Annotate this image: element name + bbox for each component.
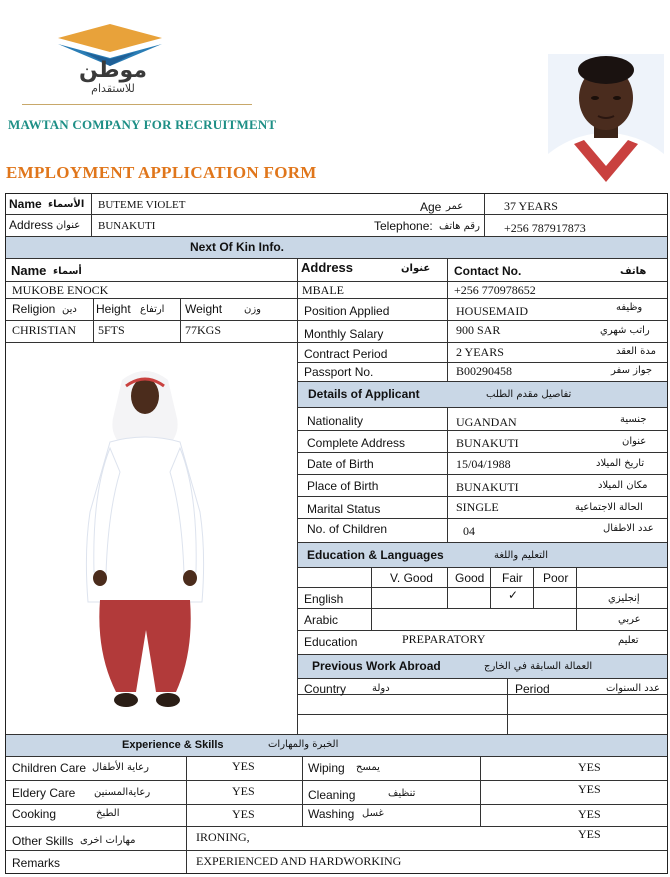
washing-label-ar: غسل — [362, 808, 384, 819]
cooking-value: YES — [232, 807, 255, 821]
kin-name-label: Name — [11, 263, 47, 278]
remarks-label: Remarks — [12, 856, 61, 870]
children-care-value: YES — [232, 759, 255, 773]
pob-label-ar: مكان الميلاد — [598, 480, 648, 491]
wiping-label-ar: يمسح — [356, 762, 380, 773]
kin-contact-value: +256 770978652 — [454, 283, 536, 297]
cleaning-label: Cleaning — [308, 788, 356, 802]
children-care-label: Children Care — [12, 761, 87, 775]
cleaning-label-ar: تنظيف — [388, 788, 416, 799]
age-label: Age — [420, 200, 442, 214]
level-poor: Poor — [543, 571, 569, 585]
weight-value: 77KGS — [185, 323, 222, 337]
previous-work-heading: Previous Work Abroad — [312, 659, 441, 673]
name-label: Name — [9, 197, 42, 211]
height-label-ar: ارتفاع — [140, 304, 165, 315]
position-label-ar: وظيفه — [616, 302, 643, 313]
details-heading-ar: تفاصيل مقدم الطلب — [486, 389, 572, 400]
applicant-name: BUTEME VIOLET — [98, 199, 186, 211]
eldery-care-label-ar: رعايةالمسنين — [94, 787, 151, 798]
kin-contact-label-ar: هاتف — [620, 266, 647, 277]
complete-address-label-ar: عنوان — [622, 436, 647, 447]
level-vgood: V. Good — [390, 571, 433, 585]
telephone-label-ar: رقم هاتف — [439, 221, 480, 232]
washing-label: Washing — [308, 807, 355, 821]
wiping-label: Wiping — [308, 761, 345, 775]
level-good: Good — [455, 571, 485, 585]
children-count-label-ar: عدد الاطفال — [603, 523, 654, 534]
education-label: Education — [304, 635, 358, 649]
marital-label: Marital Status — [307, 502, 381, 516]
previous-work-heading-ar: العمالة السابقة في الخارج — [484, 661, 593, 672]
country-label: Country — [304, 682, 347, 696]
complete-address-label: Complete Address — [307, 436, 406, 450]
education-value: PREPARATORY — [402, 632, 486, 646]
level-fair: Fair — [502, 571, 523, 585]
english-fair-check: ✓ — [508, 588, 519, 602]
cleaning-value: YES — [578, 782, 601, 796]
religion-label: Religion — [12, 302, 56, 316]
height-value: 5FTS — [98, 323, 125, 337]
cooking-label-ar: الطبخ — [96, 808, 120, 819]
details-heading: Details of Applicant — [308, 387, 420, 401]
religion-label-ar: دين — [62, 304, 77, 315]
country-label-ar: دولة — [372, 683, 390, 694]
skills-heading: Experience & Skills — [122, 739, 224, 751]
other-skills-label-ar: مهارات اخرى — [80, 835, 136, 846]
band-next-of-kin — [6, 236, 667, 258]
contract-value: 2 YEARS — [456, 345, 504, 359]
kin-address-label: Address — [301, 260, 354, 275]
pob-label: Place of Birth — [307, 479, 379, 493]
passport-label-ar: جواز سفر — [611, 365, 653, 376]
other-skills-value: IRONING, — [196, 830, 250, 844]
eldery-care-label: Eldery Care — [12, 786, 76, 800]
complete-address-value: BUNAKUTI — [456, 436, 519, 450]
other-skills-right-value: YES — [578, 827, 601, 841]
applicant-full-length-photo — [70, 362, 220, 722]
pob-value: BUNAKUTI — [456, 480, 519, 494]
nationality-value: UGANDAN — [456, 415, 517, 429]
contract-label: Contract Period — [304, 347, 388, 361]
passport-label: Passport No. — [304, 365, 374, 379]
education-heading-ar: التعليم واللغة — [494, 550, 548, 561]
kin-name-label-ar: أسماء — [53, 266, 82, 277]
salary-value: 900 SAR — [456, 323, 501, 337]
arabic-label-ar: عربي — [618, 614, 641, 625]
period-label: Period — [515, 682, 550, 696]
dob-label-ar: تاريخ الميلاد — [596, 458, 645, 469]
position-label: Position Applied — [304, 304, 390, 318]
address-label: Address — [9, 218, 54, 232]
nationality-label: Nationality — [307, 414, 364, 428]
logo-arabic-text: موطن — [79, 58, 147, 83]
company-name: MAWTAN COMPANY FOR RECRUITMENT — [8, 117, 277, 132]
position-value: HOUSEMAID — [456, 304, 528, 318]
weight-label: Weight — [185, 302, 223, 316]
form-title: EMPLOYMENT APPLICATION FORM — [6, 163, 317, 182]
skills-heading-ar: الخبرة والمهارات — [268, 739, 339, 750]
telephone-label: Telephone: — [374, 219, 433, 233]
header-divider — [22, 104, 252, 105]
children-count-value: 04 — [463, 524, 475, 538]
children-count-label: No. of Children — [307, 522, 388, 536]
name-label-ar: الأسماء — [48, 199, 85, 210]
passport-value: B00290458 — [456, 364, 513, 378]
marital-label-ar: الحالة الاجتماعية — [575, 502, 643, 513]
education-heading: Education & Languages — [307, 548, 444, 562]
kin-address-label-ar: عنوان — [401, 263, 431, 274]
kin-name-value: MUKOBE ENOCK — [12, 283, 109, 297]
period-label-ar: عدد السنوات — [606, 683, 660, 694]
dob-label: Date of Birth — [307, 457, 374, 471]
children-care-label-ar: رعاية الأطفال — [92, 762, 149, 773]
wiping-value: YES — [578, 760, 601, 774]
telephone-value: +256 787917873 — [504, 221, 586, 235]
applicant-portrait-photo — [548, 54, 664, 182]
address-value: BUNAKUTI — [98, 220, 156, 232]
kin-address-value: MBALE — [302, 283, 344, 297]
arabic-label: Arabic — [304, 613, 339, 627]
washing-value: YES — [578, 807, 601, 821]
cooking-label: Cooking — [12, 807, 57, 821]
age-value: 37 YEARS — [504, 199, 558, 213]
marital-value: SINGLE — [456, 500, 499, 514]
weight-label-ar: وزن — [244, 304, 262, 315]
salary-label-ar: راتب شهري — [600, 325, 650, 336]
education-label-ar: تعليم — [618, 635, 639, 646]
salary-label: Monthly Salary — [304, 327, 384, 341]
eldery-care-value: YES — [232, 784, 255, 798]
next-of-kin-heading: Next Of Kin Info. — [190, 240, 284, 254]
english-label-ar: إنجليزي — [608, 593, 640, 604]
dob-value: 15/04/1988 — [456, 457, 511, 471]
nationality-label-ar: جنسية — [620, 414, 647, 425]
address-label-ar: عنوان — [56, 220, 81, 231]
other-skills-label: Other Skills — [12, 834, 74, 848]
age-label-ar: عمر — [446, 201, 464, 212]
height-label: Height — [96, 302, 131, 316]
contract-label-ar: مدة العقد — [616, 346, 656, 357]
logo-arabic-subtext: للاستقدام — [91, 82, 135, 95]
religion-value: CHRISTIAN — [12, 323, 77, 337]
english-label: English — [304, 592, 344, 606]
remarks-value: EXPERIENCED AND HARDWORKING — [196, 854, 402, 868]
kin-contact-label: Contact No. — [454, 264, 522, 278]
